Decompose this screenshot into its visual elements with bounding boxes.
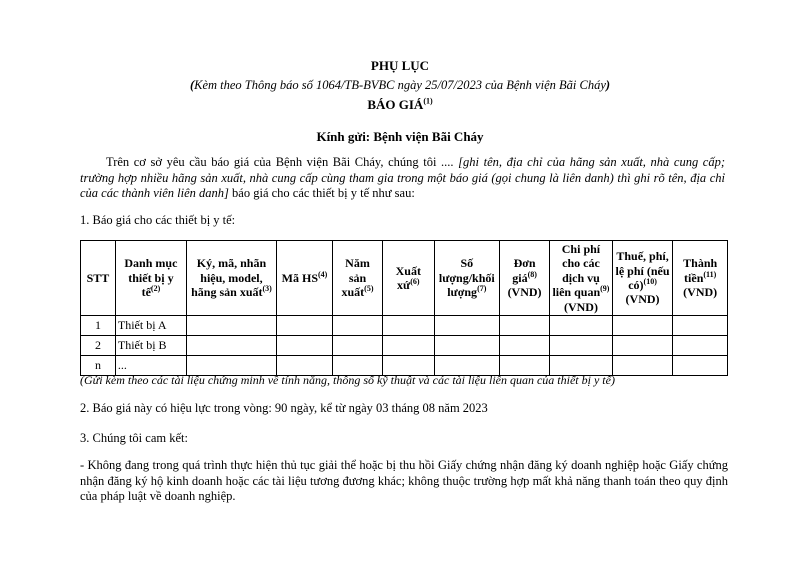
cell-empty: [277, 315, 333, 335]
cell-empty: [673, 355, 728, 375]
cell-empty: [550, 335, 613, 355]
cell-empty: [186, 315, 276, 335]
cell-empty: [382, 335, 434, 355]
cell-empty: [434, 335, 499, 355]
header-stt: STT: [81, 241, 116, 316]
table-row: [81, 335, 728, 355]
cell-stt: n: [81, 355, 116, 375]
cell-device: ...: [115, 355, 186, 375]
cell-empty: [612, 315, 673, 335]
cell-device: Thiết bị A: [115, 315, 186, 335]
cell-empty: [499, 335, 549, 355]
cell-empty: [550, 315, 613, 335]
cell-empty: [186, 335, 276, 355]
header-year: Năm sản xuất$^{(5)}$: [333, 241, 383, 316]
intro-tail: báo giá cho các thiết bị y tế như sau:: [228, 186, 415, 201]
header-device-list: Danh mục thiết bị y tế$^{(2)}$: [115, 241, 186, 316]
cell-empty: [277, 335, 333, 355]
header-hs-code: Mã HS$^{(4)}$: [277, 241, 333, 316]
header-unit-price: Đơn giá$^{(8)}$ (VND): [499, 241, 549, 316]
cell-empty: [673, 315, 728, 335]
header-service-cost: Chi phí cho các dịch vụ liên quan$^{(9)}$ (VND): [550, 241, 613, 316]
appendix-subtitle: [0, 78, 800, 94]
section-1-heading: 1. Báo giá cho các thiết bị y tế:: [80, 213, 236, 227]
header-total: Thành tiền$^{(11)}$ (VND): [673, 241, 728, 316]
quotation-heading-text: BÁO GIÁ: [367, 97, 424, 112]
intro-instruction: [ghi tên, địa chỉ của hãng sản xuất, nhà cung cấp; trường hợp nhiều hãng sản xuất, nhà cung cấp cùng tham gia trong một báo giá (gọi chung là liên danh) thì ghi rõ tên, địa chỉ của các thành viên liên danh]: [80, 155, 726, 201]
cell-empty: [673, 335, 728, 355]
header-model-brand: Ký, mã, nhãn hiệu, model, hãng sản xuất$^{(3)}$: [186, 241, 276, 316]
appendix-title: PHỤ LỤC: [370, 58, 430, 73]
cell-empty: [434, 315, 499, 335]
recipient-line: Kính gửi: Bệnh viện Bãi Cháy: [316, 129, 484, 144]
cell-empty: [612, 335, 673, 355]
section-3-heading: 3. Chúng tôi cam kết:: [80, 431, 188, 445]
quotation-heading: [0, 97, 800, 113]
cell-stt: 2: [81, 335, 116, 355]
intro-lead: Trên cơ sở yêu cầu báo giá của Bệnh viện Bãi Cháy, chúng tôi ....: [106, 155, 459, 169]
header-origin: Xuất xứ$^{(6)}$: [382, 241, 434, 316]
header-quantity: Số lượng/khối lượng$^{(7)}$: [434, 241, 499, 316]
cell-empty: [333, 315, 383, 335]
cell-empty: [612, 355, 673, 375]
cell-empty: [333, 335, 383, 355]
subtitle-close-paren: ): [605, 78, 611, 92]
cell-device: Thiết bị B: [115, 335, 186, 355]
quotation-table: [80, 240, 728, 376]
table-row: [81, 315, 728, 335]
attachment-note: (Gửi kèm theo các tài liệu chứng minh về tính năng, thông số kỹ thuật và các tài liệu liên quan của thiết bị y tế): [80, 373, 615, 387]
section-2-validity: 2. Báo giá này có hiệu lực trong vòng: 90 ngày, kể từ ngày 03 tháng 08 năm 2023: [80, 401, 488, 415]
cell-empty: [382, 315, 434, 335]
subtitle-text: Kèm theo Thông báo số 1064/TB-BVBC ngày 25/07/2023 của Bệnh viện Bãi Cháy: [194, 78, 606, 92]
commitment-paragraph: - Không đang trong quá trình thực hiện thủ tục giải thể hoặc bị thu hồi Giấy chứng nhận đăng ký doanh nghiệp hoặc Giấy chứng nhận đăng ký hộ kinh doanh hoặc các tài liệu tương đương khác; không thuộc trường hợp mất khả năng thanh toán theo quy định của pháp luật về doanh nghiệp.: [80, 458, 728, 504]
intro-paragraph: [80, 155, 725, 202]
subtitle-open-paren: (: [189, 78, 195, 92]
table-header-row: [81, 241, 728, 316]
cell-stt: 1: [81, 315, 116, 335]
quotation-heading-footnote: (1): [423, 96, 433, 106]
header-tax-fee: Thuế, phí, lệ phí (nếu có)$^{(10)}$ (VND): [612, 241, 673, 316]
cell-empty: [499, 315, 549, 335]
